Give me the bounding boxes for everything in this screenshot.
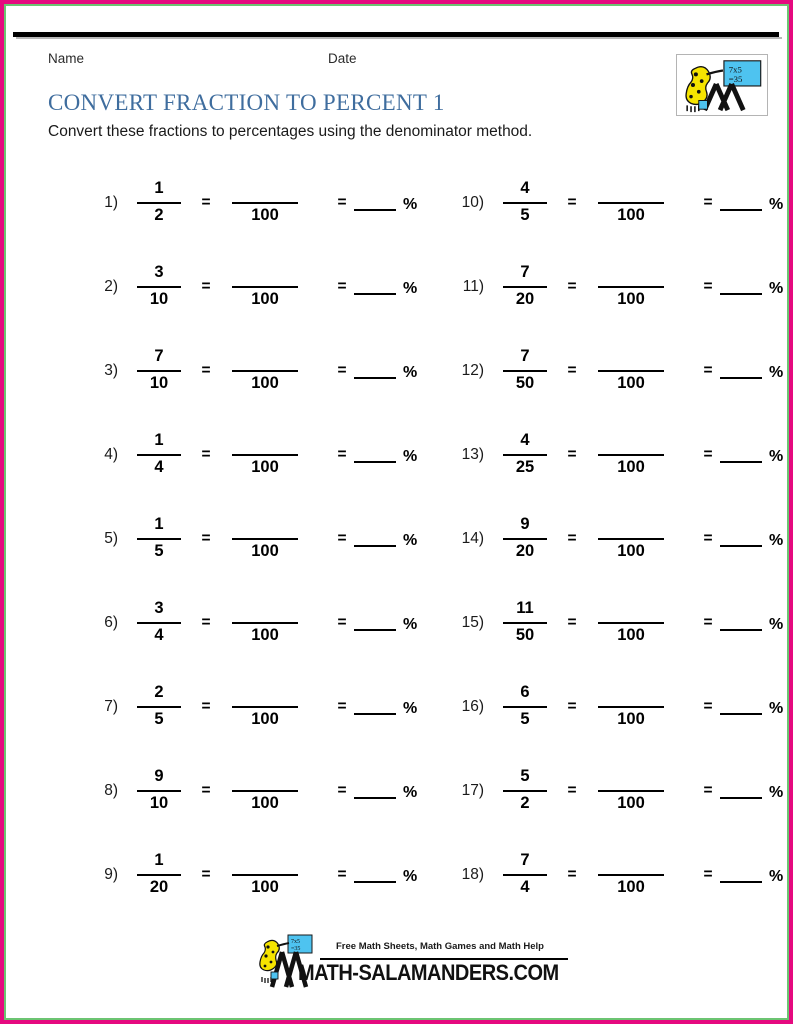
fraction-bar [598, 622, 664, 624]
percent-answer [720, 783, 783, 799]
denominator: 5 [520, 710, 530, 728]
percent-answer [354, 363, 417, 379]
denominator: 50 [515, 626, 535, 644]
denominator-100: 100 [251, 878, 279, 896]
answer-fraction [226, 768, 304, 814]
fraction-bar [137, 706, 181, 708]
footer-url[interactable]: MATH-SALAMANDERS.COM [298, 961, 559, 986]
numerator: 5 [520, 767, 530, 785]
fraction-bar [232, 706, 298, 708]
fraction-bar [232, 454, 298, 456]
denominator: 5 [154, 542, 164, 560]
left-column [78, 161, 418, 917]
percent-answer [354, 783, 417, 799]
header-rule-shadow [16, 37, 782, 39]
equals-sign: = [567, 698, 577, 715]
numerator: 1 [154, 431, 164, 449]
numerator-blank[interactable] [629, 516, 634, 535]
fraction-bar [598, 874, 664, 876]
denominator: 20 [515, 542, 535, 560]
problem-row [444, 329, 784, 413]
given-fraction [498, 600, 552, 646]
numerator: 7 [520, 347, 530, 365]
fraction-bar [503, 706, 547, 708]
fraction-bar [137, 454, 181, 456]
fraction-bar [137, 370, 181, 372]
numerator: 4 [520, 431, 530, 449]
fraction-bar [503, 286, 547, 288]
equals-sign: = [703, 446, 713, 463]
equals-sign: = [201, 698, 211, 715]
equals-sign: = [201, 782, 211, 799]
fraction-bar [137, 538, 181, 540]
fraction-bar [598, 454, 664, 456]
percent-sign: % [403, 532, 418, 549]
equals-sign: = [337, 362, 347, 379]
right-column [444, 161, 784, 917]
answer-fraction [592, 600, 670, 646]
date-label: Date [328, 51, 357, 66]
equals-sign: = [567, 530, 577, 547]
answer-blank[interactable] [720, 783, 762, 799]
denominator-100: 100 [617, 206, 645, 224]
numerator-blank[interactable] [629, 852, 634, 871]
numerator-blank[interactable] [629, 684, 634, 703]
problem-number: 18) [461, 866, 484, 883]
denominator: 5 [154, 710, 164, 728]
percent-sign: % [403, 364, 418, 381]
given-fraction [498, 852, 552, 898]
fraction-bar [503, 454, 547, 456]
svg-text:7x5: 7x5 [291, 939, 300, 945]
given-fraction [132, 348, 186, 394]
problem-number: 17) [461, 782, 484, 799]
answer-fraction [592, 432, 670, 478]
answer-blank[interactable] [354, 699, 396, 715]
fraction-bar [503, 202, 547, 204]
footer-tagline: Free Math Sheets, Math Games and Math Help [336, 941, 544, 952]
problem-row [78, 161, 418, 245]
given-fraction [132, 180, 186, 226]
given-fraction [132, 600, 186, 646]
problem-row [78, 833, 418, 917]
fraction-bar [503, 874, 547, 876]
answer-fraction [592, 180, 670, 226]
fraction-bar [137, 202, 181, 204]
denominator: 20 [515, 290, 535, 308]
problem-row [78, 497, 418, 581]
given-fraction [498, 432, 552, 478]
problem-number: 4) [104, 446, 118, 463]
denominator: 2 [154, 206, 164, 224]
equals-sign: = [337, 782, 347, 799]
denominator: 5 [520, 206, 530, 224]
numerator-blank[interactable] [629, 180, 634, 199]
given-fraction [498, 264, 552, 310]
denominator-100: 100 [251, 290, 279, 308]
equals-sign: = [567, 614, 577, 631]
equals-sign: = [703, 278, 713, 295]
equals-sign: = [567, 278, 577, 295]
problem-row [444, 497, 784, 581]
answer-blank[interactable] [720, 615, 762, 631]
numerator: 9 [154, 767, 164, 785]
answer-blank[interactable] [720, 867, 762, 883]
numerator: 11 [516, 599, 534, 617]
given-fraction [132, 264, 186, 310]
problem-number: 5) [104, 530, 118, 547]
percent-sign: % [403, 448, 418, 465]
answer-blank[interactable] [354, 531, 396, 547]
problem-number: 14) [461, 530, 484, 547]
numerator: 2 [154, 683, 164, 701]
percent-sign: % [769, 868, 784, 885]
equals-sign: = [337, 614, 347, 631]
percent-sign: % [403, 784, 418, 801]
fraction-bar [598, 202, 664, 204]
numerator-blank[interactable] [263, 264, 268, 283]
equals-sign: = [337, 194, 347, 211]
answer-blank[interactable] [720, 195, 762, 211]
percent-sign: % [769, 700, 784, 717]
salamander-blackboard-icon [677, 55, 767, 115]
answer-blank[interactable] [354, 195, 396, 211]
equals-sign: = [337, 446, 347, 463]
answer-blank[interactable] [720, 447, 762, 463]
denominator: 20 [149, 878, 169, 896]
fraction-bar [598, 706, 664, 708]
numerator: 4 [520, 179, 530, 197]
footer-brand[interactable] [258, 931, 568, 999]
percent-sign: % [769, 532, 784, 549]
given-fraction [498, 516, 552, 562]
equals-sign: = [703, 782, 713, 799]
problem-number: 10) [461, 194, 484, 211]
denominator-100: 100 [251, 374, 279, 392]
percent-sign: % [769, 784, 784, 801]
equals-sign: = [567, 446, 577, 463]
numerator: 3 [154, 599, 164, 617]
answer-blank[interactable] [354, 363, 396, 379]
answer-fraction [592, 516, 670, 562]
numerator-blank[interactable] [629, 432, 634, 451]
equals-sign: = [201, 194, 211, 211]
worksheet-sheet [6, 6, 787, 1018]
numerator-blank[interactable] [629, 348, 634, 367]
answer-blank[interactable] [720, 279, 762, 295]
fraction-bar [232, 202, 298, 204]
given-fraction [132, 852, 186, 898]
fraction-bar [232, 370, 298, 372]
problem-row [444, 161, 784, 245]
equals-sign: = [201, 446, 211, 463]
denominator-100: 100 [617, 374, 645, 392]
numerator-blank[interactable] [263, 852, 268, 871]
denominator: 25 [515, 458, 535, 476]
numerator: 1 [154, 851, 164, 869]
problem-number: 1) [104, 194, 118, 211]
numerator-blank[interactable] [263, 600, 268, 619]
answer-fraction [592, 348, 670, 394]
denominator-100: 100 [251, 794, 279, 812]
answer-fraction [226, 432, 304, 478]
denominator-100: 100 [617, 458, 645, 476]
answer-blank[interactable] [354, 783, 396, 799]
denominator: 2 [520, 794, 530, 812]
answer-blank[interactable] [354, 447, 396, 463]
given-fraction [132, 432, 186, 478]
problem-number: 7) [104, 698, 118, 715]
denominator-100: 100 [617, 542, 645, 560]
fraction-bar [232, 622, 298, 624]
name-label: Name [48, 51, 85, 66]
numerator: 1 [154, 515, 164, 533]
problem-row [78, 749, 418, 833]
given-fraction [132, 768, 186, 814]
equals-sign: = [201, 614, 211, 631]
problem-row [444, 413, 784, 497]
equals-sign: = [567, 194, 577, 211]
answer-fraction [226, 684, 304, 730]
denominator: 4 [520, 878, 530, 896]
answer-fraction [592, 264, 670, 310]
numerator-blank[interactable] [629, 600, 634, 619]
problem-row [78, 581, 418, 665]
given-fraction [132, 684, 186, 730]
equals-sign: = [201, 278, 211, 295]
equals-sign: = [703, 614, 713, 631]
percent-answer [720, 279, 783, 295]
problem-number: 8) [104, 782, 118, 799]
fraction-bar [503, 370, 547, 372]
equals-sign: = [703, 530, 713, 547]
answer-blank[interactable] [354, 279, 396, 295]
fraction-bar [137, 286, 181, 288]
denominator: 10 [149, 290, 169, 308]
percent-sign: % [769, 616, 784, 633]
denominator-100: 100 [251, 542, 279, 560]
percent-answer [354, 447, 417, 463]
fraction-bar [232, 874, 298, 876]
answer-blank[interactable] [354, 867, 396, 883]
answer-fraction [226, 348, 304, 394]
equals-sign: = [337, 530, 347, 547]
fraction-bar [598, 286, 664, 288]
given-fraction [498, 180, 552, 226]
denominator-100: 100 [617, 626, 645, 644]
problem-row [444, 581, 784, 665]
percent-answer [354, 615, 417, 631]
answer-fraction [226, 852, 304, 898]
percent-sign: % [769, 448, 784, 465]
numerator-blank[interactable] [629, 768, 634, 787]
equals-sign: = [337, 698, 347, 715]
equals-sign: = [703, 698, 713, 715]
name-date-row [6, 51, 787, 71]
page-title: CONVERT FRACTION TO PERCENT 1 [48, 90, 445, 115]
numerator: 7 [520, 263, 530, 281]
denominator: 4 [154, 626, 164, 644]
answer-blank[interactable] [720, 699, 762, 715]
percent-answer [720, 699, 783, 715]
problem-row [78, 245, 418, 329]
problem-number: 11) [462, 278, 484, 295]
header-logo [676, 54, 768, 116]
given-fraction [132, 516, 186, 562]
percent-answer [720, 447, 783, 463]
equals-sign: = [567, 782, 577, 799]
denominator-100: 100 [617, 878, 645, 896]
answer-blank[interactable] [720, 531, 762, 547]
problem-row [78, 665, 418, 749]
equals-sign: = [703, 362, 713, 379]
denominator: 10 [149, 374, 169, 392]
equals-sign: = [703, 194, 713, 211]
problem-number: 15) [461, 614, 484, 631]
numerator: 6 [520, 683, 530, 701]
equals-sign: = [703, 866, 713, 883]
problem-row [78, 329, 418, 413]
percent-sign: % [403, 868, 418, 885]
percent-answer [354, 531, 417, 547]
problem-number: 16) [461, 698, 484, 715]
answer-fraction [226, 180, 304, 226]
percent-answer [720, 363, 783, 379]
numerator: 7 [520, 851, 530, 869]
problem-number: 9) [104, 866, 118, 883]
svg-text:7x5: 7x5 [728, 64, 742, 75]
denominator-100: 100 [251, 206, 279, 224]
fraction-bar [503, 538, 547, 540]
fraction-bar [137, 790, 181, 792]
numerator-blank[interactable] [263, 432, 268, 451]
denominator-100: 100 [251, 458, 279, 476]
problem-row [444, 749, 784, 833]
percent-answer [720, 867, 783, 883]
denominator: 50 [515, 374, 535, 392]
percent-sign: % [403, 196, 418, 213]
equals-sign: = [201, 866, 211, 883]
answer-fraction [592, 768, 670, 814]
answer-fraction [592, 852, 670, 898]
numerator-blank[interactable] [263, 516, 268, 535]
percent-sign: % [403, 280, 418, 297]
percent-answer [720, 531, 783, 547]
given-fraction [498, 768, 552, 814]
percent-answer [720, 195, 783, 211]
fraction-bar [503, 790, 547, 792]
equals-sign: = [567, 866, 577, 883]
fraction-bar [598, 790, 664, 792]
problem-number: 2) [104, 278, 118, 295]
denominator: 10 [149, 794, 169, 812]
fraction-bar [598, 538, 664, 540]
answer-fraction [226, 264, 304, 310]
problem-number: 3) [104, 362, 118, 379]
numerator: 3 [154, 263, 164, 281]
equals-sign: = [337, 866, 347, 883]
percent-answer [354, 867, 417, 883]
numerator-blank[interactable] [629, 264, 634, 283]
numerator-blank[interactable] [263, 348, 268, 367]
footer-rule [320, 958, 568, 960]
problem-number: 6) [104, 614, 118, 631]
percent-answer [354, 699, 417, 715]
denominator-100: 100 [617, 710, 645, 728]
problem-row [444, 245, 784, 329]
fraction-bar [137, 622, 181, 624]
numerator-blank[interactable] [263, 684, 268, 703]
given-fraction [498, 348, 552, 394]
percent-sign: % [403, 700, 418, 717]
problem-row [78, 413, 418, 497]
answer-fraction [226, 516, 304, 562]
equals-sign: = [567, 362, 577, 379]
numerator-blank[interactable] [263, 180, 268, 199]
equals-sign: = [337, 278, 347, 295]
instruction-text: Convert these fractions to percentages using the denominator method. [48, 123, 533, 140]
percent-sign: % [403, 616, 418, 633]
problem-number: 13) [461, 446, 484, 463]
footer [6, 931, 787, 1001]
answer-fraction [592, 684, 670, 730]
answer-blank[interactable] [354, 615, 396, 631]
denominator-100: 100 [617, 290, 645, 308]
denominator-100: 100 [251, 626, 279, 644]
equals-sign: = [201, 362, 211, 379]
denominator-100: 100 [251, 710, 279, 728]
numerator: 9 [520, 515, 530, 533]
answer-blank[interactable] [720, 363, 762, 379]
svg-text:=35: =35 [291, 946, 301, 952]
problem-row [444, 833, 784, 917]
percent-answer [354, 195, 417, 211]
numerator-blank[interactable] [263, 768, 268, 787]
denominator: 4 [154, 458, 164, 476]
percent-sign: % [769, 364, 784, 381]
answer-fraction [226, 600, 304, 646]
fraction-bar [503, 622, 547, 624]
percent-answer [720, 615, 783, 631]
problem-number: 12) [461, 362, 484, 379]
numerator: 7 [154, 347, 164, 365]
fraction-bar [232, 538, 298, 540]
svg-text:=35: =35 [728, 74, 743, 85]
percent-answer [354, 279, 417, 295]
percent-sign: % [769, 196, 784, 213]
fraction-bar [232, 790, 298, 792]
denominator-100: 100 [617, 794, 645, 812]
percent-sign: % [769, 280, 784, 297]
fraction-bar [232, 286, 298, 288]
problem-row [444, 665, 784, 749]
fraction-bar [137, 874, 181, 876]
given-fraction [498, 684, 552, 730]
equals-sign: = [201, 530, 211, 547]
fraction-bar [598, 370, 664, 372]
numerator: 1 [154, 179, 164, 197]
